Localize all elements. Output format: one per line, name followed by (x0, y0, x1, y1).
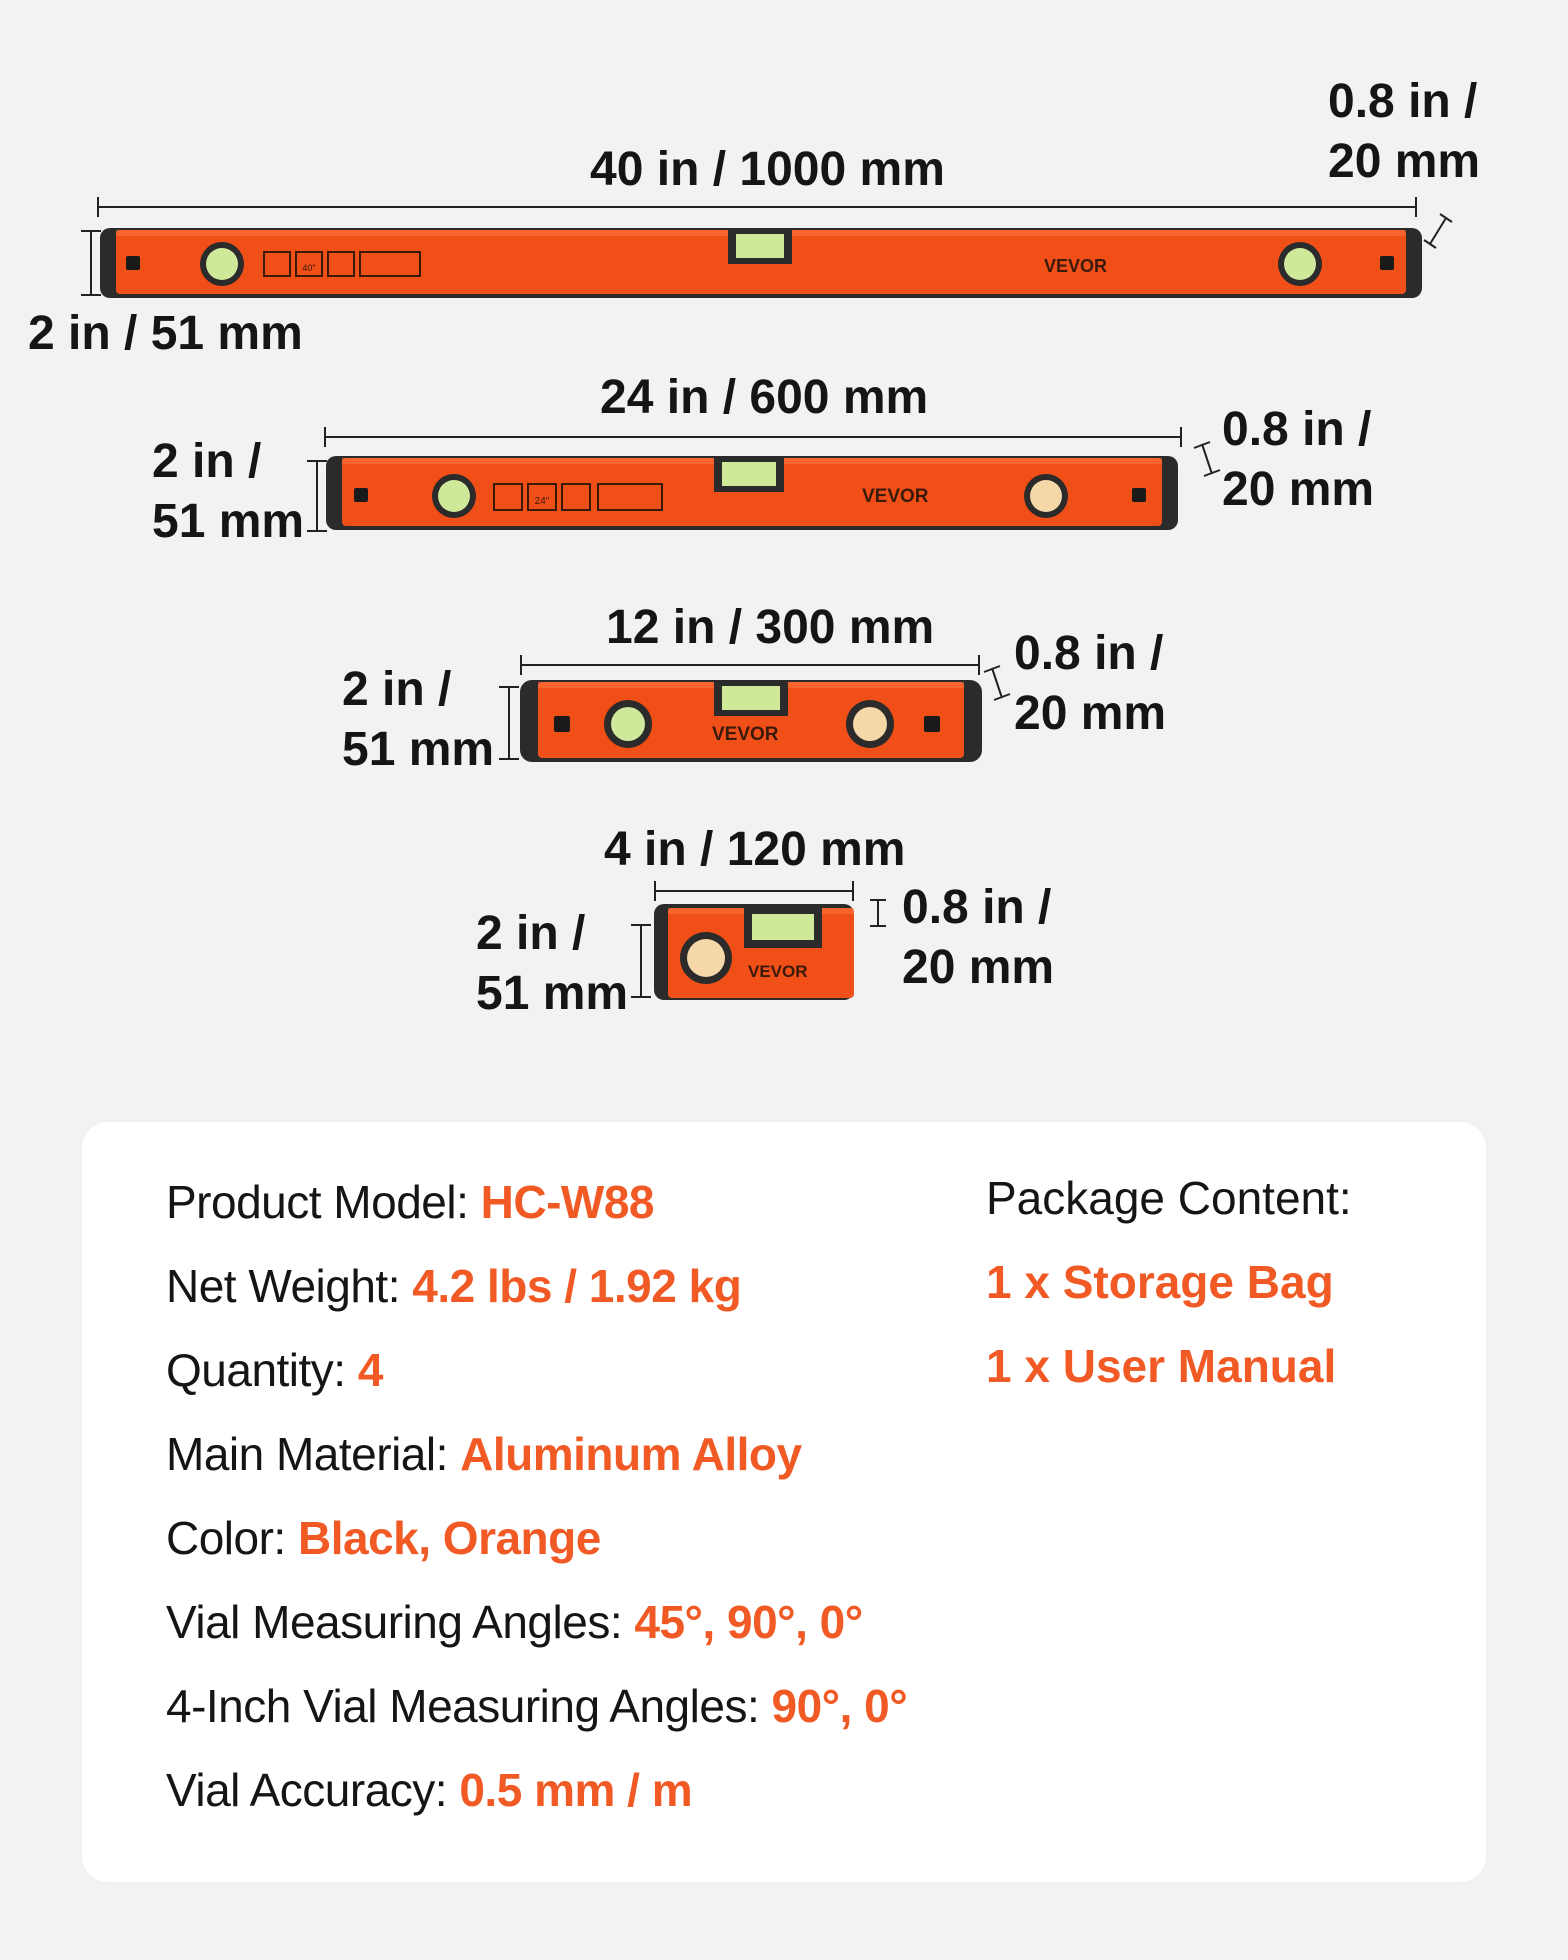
spec-row-quantity (166, 1340, 383, 1400)
level1-thickness-label-2: 20 mm (1328, 135, 1481, 188)
level2-thickness-marker (1188, 440, 1228, 480)
level3-thickness-marker (978, 664, 1018, 704)
spec-row-weight (166, 1256, 741, 1316)
spec-row-vial-accuracy (166, 1760, 692, 1820)
spec-value: Black, Orange (297, 1512, 601, 1564)
spec-value: HC-W88 (480, 1176, 655, 1228)
svg-text:40": 40" (302, 263, 316, 273)
level2-thickness-label-1: 0.8 in / (1222, 403, 1372, 456)
level1-height-label: 2 in / 51 mm (28, 307, 303, 360)
level1-thickness-marker (1420, 212, 1460, 252)
level2-length-label: 24 in / 600 mm (600, 371, 929, 424)
spec-label: Product Model: (166, 1176, 481, 1228)
spec-row-model (166, 1172, 654, 1232)
spec-row-vial-angles (166, 1592, 863, 1652)
level1-length-line (97, 206, 1417, 208)
spec-label: Color: (166, 1512, 298, 1564)
spec-value: 0.5 mm / m (459, 1764, 693, 1816)
spec-label: Quantity: (166, 1344, 358, 1396)
level2-height-label-2: 51 mm (152, 495, 305, 548)
spec-label: Main Material: (166, 1428, 461, 1480)
package-item: 1 x Storage Bag (986, 1256, 1334, 1308)
level3-thickness-label-1: 0.8 in / (1014, 627, 1164, 680)
spec-label: Vial Accuracy: (166, 1764, 460, 1816)
level4-length-line (654, 890, 854, 892)
level3-thickness-label-2: 20 mm (1014, 687, 1167, 740)
level-4in (654, 904, 854, 1000)
level4-height-label-2: 51 mm (476, 967, 629, 1020)
spec-label: Vial Measuring Angles: (166, 1596, 635, 1648)
level1-height-line (90, 230, 92, 296)
level4-length-label: 4 in / 120 mm (604, 823, 906, 876)
spec-row-4inch-vial-angles (166, 1676, 907, 1736)
spec-value: 4.2 lbs / 1.92 kg (412, 1260, 742, 1312)
level-40in (100, 228, 1422, 298)
spec-value: 4 (357, 1344, 383, 1396)
level2-thickness-label-2: 20 mm (1222, 463, 1375, 516)
level4-thickness-label-2: 20 mm (902, 941, 1055, 994)
spec-value: 90°, 0° (771, 1680, 908, 1732)
spec-value: 45°, 90°, 0° (634, 1596, 863, 1648)
package-item: 1 x User Manual (986, 1340, 1337, 1392)
level1-thickness-label-1: 0.8 in / (1328, 75, 1478, 128)
level2-height-label-1: 2 in / (152, 435, 262, 488)
level3-brand: VEVOR (712, 724, 779, 745)
level2-height-line (316, 460, 318, 532)
level3-length-line (520, 664, 980, 666)
level4-height-label-1: 2 in / (476, 907, 586, 960)
level4-thickness-label-1: 0.8 in / (902, 881, 1052, 934)
spec-label: 4-Inch Vial Measuring Angles: (166, 1680, 772, 1732)
level4-brand: VEVOR (748, 962, 808, 981)
level3-length-label: 12 in / 300 mm (606, 601, 935, 654)
level2-length-line (324, 436, 1182, 438)
level1-length-label: 40 in / 1000 mm (590, 143, 945, 196)
spec-value: Aluminum Alloy (460, 1428, 802, 1480)
svg-text:24": 24" (534, 496, 550, 507)
level4-height-line (640, 924, 642, 998)
spec-row-material (166, 1424, 802, 1484)
package-content-title: Package Content: (986, 1172, 1352, 1224)
level4-thickness-marker (860, 896, 896, 932)
level3-height-label-1: 2 in / (342, 663, 452, 716)
spec-row-color (166, 1508, 601, 1568)
level3-height-line (508, 686, 510, 760)
level2-brand: VEVOR (862, 486, 929, 507)
level-24in (326, 456, 1178, 530)
level-12in (520, 680, 982, 762)
spec-label: Net Weight: (166, 1260, 413, 1312)
level1-brand: VEVOR (1044, 256, 1108, 276)
spec-card (82, 1122, 1486, 1882)
level3-height-label-2: 51 mm (342, 723, 495, 776)
